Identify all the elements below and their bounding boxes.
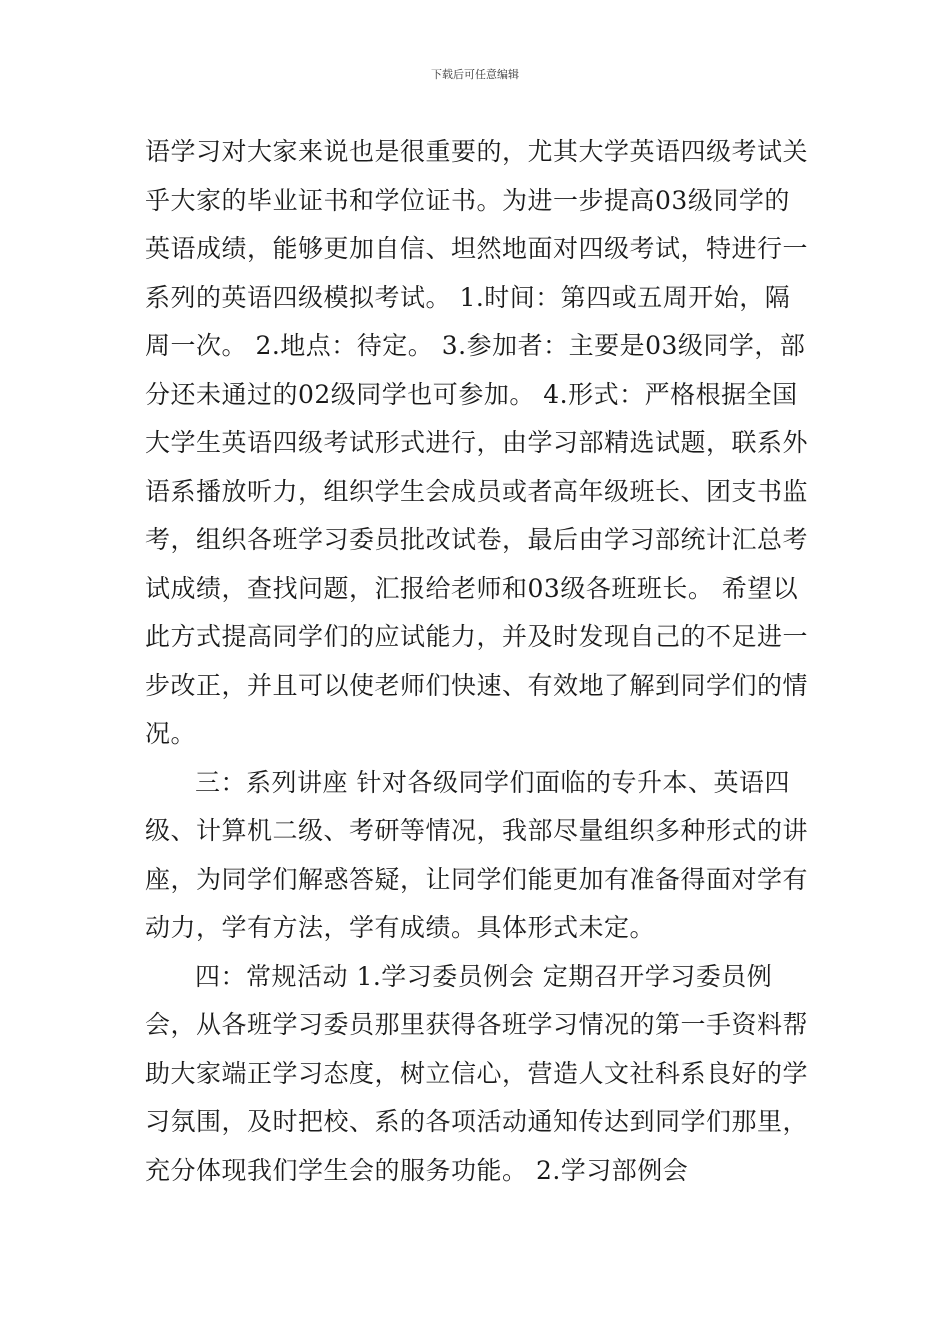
document-body (145, 128, 815, 1195)
paragraph-3: 四：常规活动 1.学习委员例会 定期召开学习委员例会，从各班学习委员那里获得各班学习情况的第一手资料帮助大家端正学习态度，树立信心，营造人文社科系良好的学习氛围，及时把校、系的各项活动通知传达到同学们那里，充分体现我们学生会的服务功能。 2.学习部例会 (145, 961, 809, 1185)
page-header: 下载后可任意编辑 (431, 68, 519, 81)
paragraph-2: 三：系列讲座 针对各级同学们面临的专升本、英语四级、计算机二级、考研等情况，我部尽量组织多种形式的讲座，为同学们解惑答疑，让同学们能更加有准备得面对学有动力，学有方法，学有成绩。具体形式未定。 (145, 767, 809, 942)
paragraph-1: 语学习对大家来说也是很重要的，尤其大学英语四级考试关乎大家的毕业证书和学位证书。为进一步提高03级同学的英语成绩，能够更加自信、坦然地面对四级考试，特进行一系列的英语四级模拟考试。 1.时间：第四或五周开始，隔周一次。 2.地点：待定。 3.参加者：主要是03级同学，部分还未通过的02级同学也可参加。 4.形式：严格根据全国大学生英语四级考试形式进行，由学习部精选试题，联系外语系播放听力，组织学生会成员或者高年级班长、团支书监考，组织各班学习委员批改试卷，最后由学习部统计汇总考试成绩，查找问题，汇报给老师和03级各班班长。 希望以此方式提高同学们的应试能力，并及时发现自己的不足进一步改正，并且可以使老师们快速、有效地了解到同学们的情况。 (145, 137, 809, 748)
